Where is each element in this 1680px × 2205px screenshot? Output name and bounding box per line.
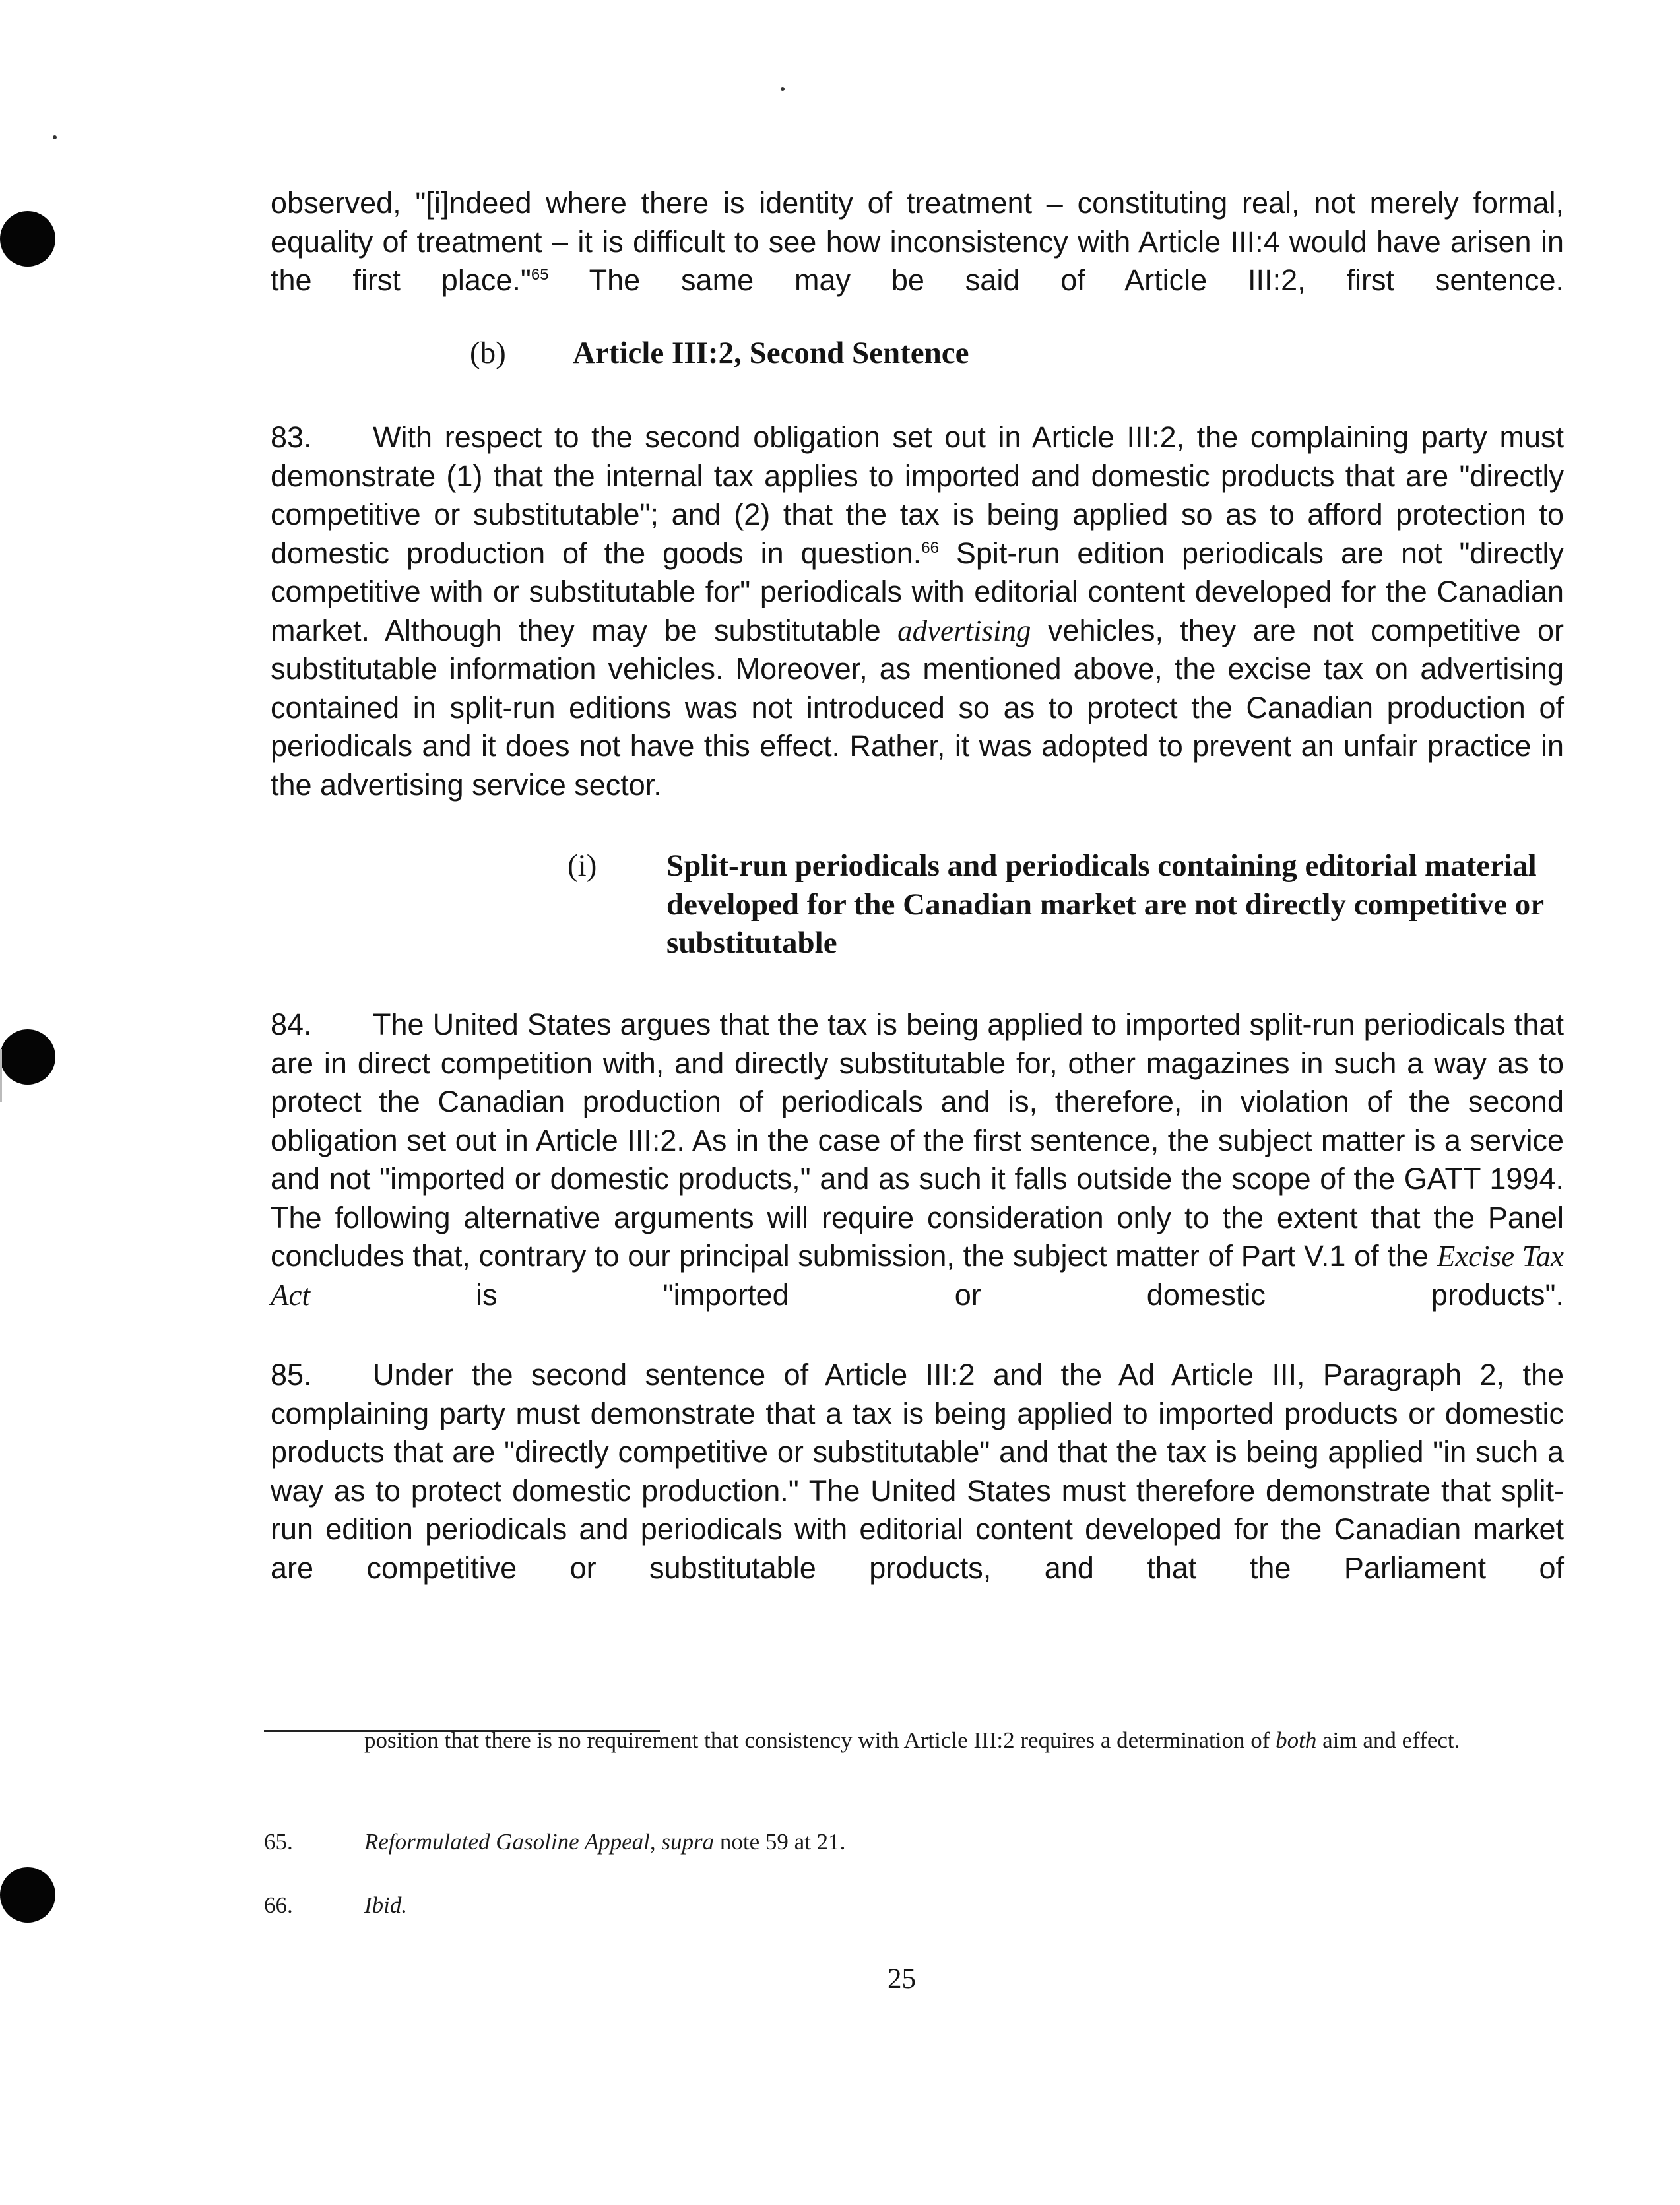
- paragraph-number: 83.: [271, 420, 312, 454]
- subsection-heading-i: (i) Split-run periodicals and periodicals containing editorial material developed for the Canadian market are not directly competitive or substitutable: [567, 848, 1544, 960]
- scan-speck: [53, 135, 57, 139]
- paragraph-number: 85.: [271, 1358, 312, 1391]
- scan-speck: [781, 87, 785, 91]
- footnote-continued: position that there is no requirement that consistency with Article III:2 requires a determination of both aim and effect.: [364, 1727, 1460, 1753]
- paragraph-84: 84. The United States argues that the tax is being applied to imported split-run periodicals that are in direct competition with, and directly substitutable for, other magazines in such a way as to protect the Canadian production of periodicals and is, therefore, in violation of the second obligation set out in Article III:2. As in the case of the first sentence, the subject matter is a service and not "imported or domestic products," and as such it falls outside the scope of the GATT 1994. The following alternative arguments will require consideration only to the extent that the Panel concludes that, contrary to our principal submission, the subject matter of Part V.1 of the Excise Tax Act is "imported or domestic products".: [271, 1006, 1564, 1314]
- paragraph-83: 83. With respect to the second obligation set out in Article III:2, the complaining party must demonstrate (1) that the internal tax applies to imported and domestic products that are "directly competitive or substitutable"; and (2) that the tax is being applied so as to afford protection to domestic production of the goods in question.$^{66}$ Spit-run edition periodicals are not "directly competitive with or substitutable for" periodicals with editorial content developed for the Canadian market. Although they may be substitutable advertising vehicles, they are not competitive or substitutable information vehicles. Moreover, as mentioned above, the excise tax on advertising contained in split-run editions was not introduced so as to protect the Canadian production of periodicals and it does not have this effect. Rather, it was adopted to prevent an unfair practice in the advertising service sector.: [271, 418, 1564, 804]
- page-number: 25: [888, 1964, 916, 1995]
- scan-edge-mark: [0, 1049, 2, 1102]
- footnote-66: 66. Ibid.: [264, 1892, 408, 1918]
- section-heading-b: (b) Article III:2, Second Sentence: [470, 336, 969, 370]
- paragraph-85: 85. Under the second sentence of Article III:2 and the Ad Article III, Paragraph 2, the complaining party must demonstrate that a tax is being applied to imported products or domestic products that are "directly competitive or substitutable" and that the tax is being applied "in such a way as to protect domestic production." The United States must therefore demonstrate that split-run edition periodicals and periodicals with editorial content developed for the Canadian market are competitive or substitutable products, and that the Parliament of: [271, 1356, 1564, 1587]
- punch-hole: [0, 1867, 55, 1923]
- punch-hole: [0, 1029, 55, 1085]
- continuation-paragraph: observed, "[i]ndeed where there is identity of treatment – constituting real, not merely formal, equality of treatment – it is difficult to see how inconsistency with Article III:4 would have arisen in the first place."$^{65}$ The same may be said of Article III:2, first sentence.: [271, 186, 1564, 297]
- footnote-ref-66: 66: [921, 538, 939, 557]
- footnote-65: 65. Reformulated Gasoline Appeal, supra note 59 at 21.: [264, 1829, 846, 1855]
- punch-hole: [0, 211, 55, 267]
- footnote-ref-65: 65: [531, 266, 549, 284]
- paragraph-number: 84.: [271, 1007, 312, 1041]
